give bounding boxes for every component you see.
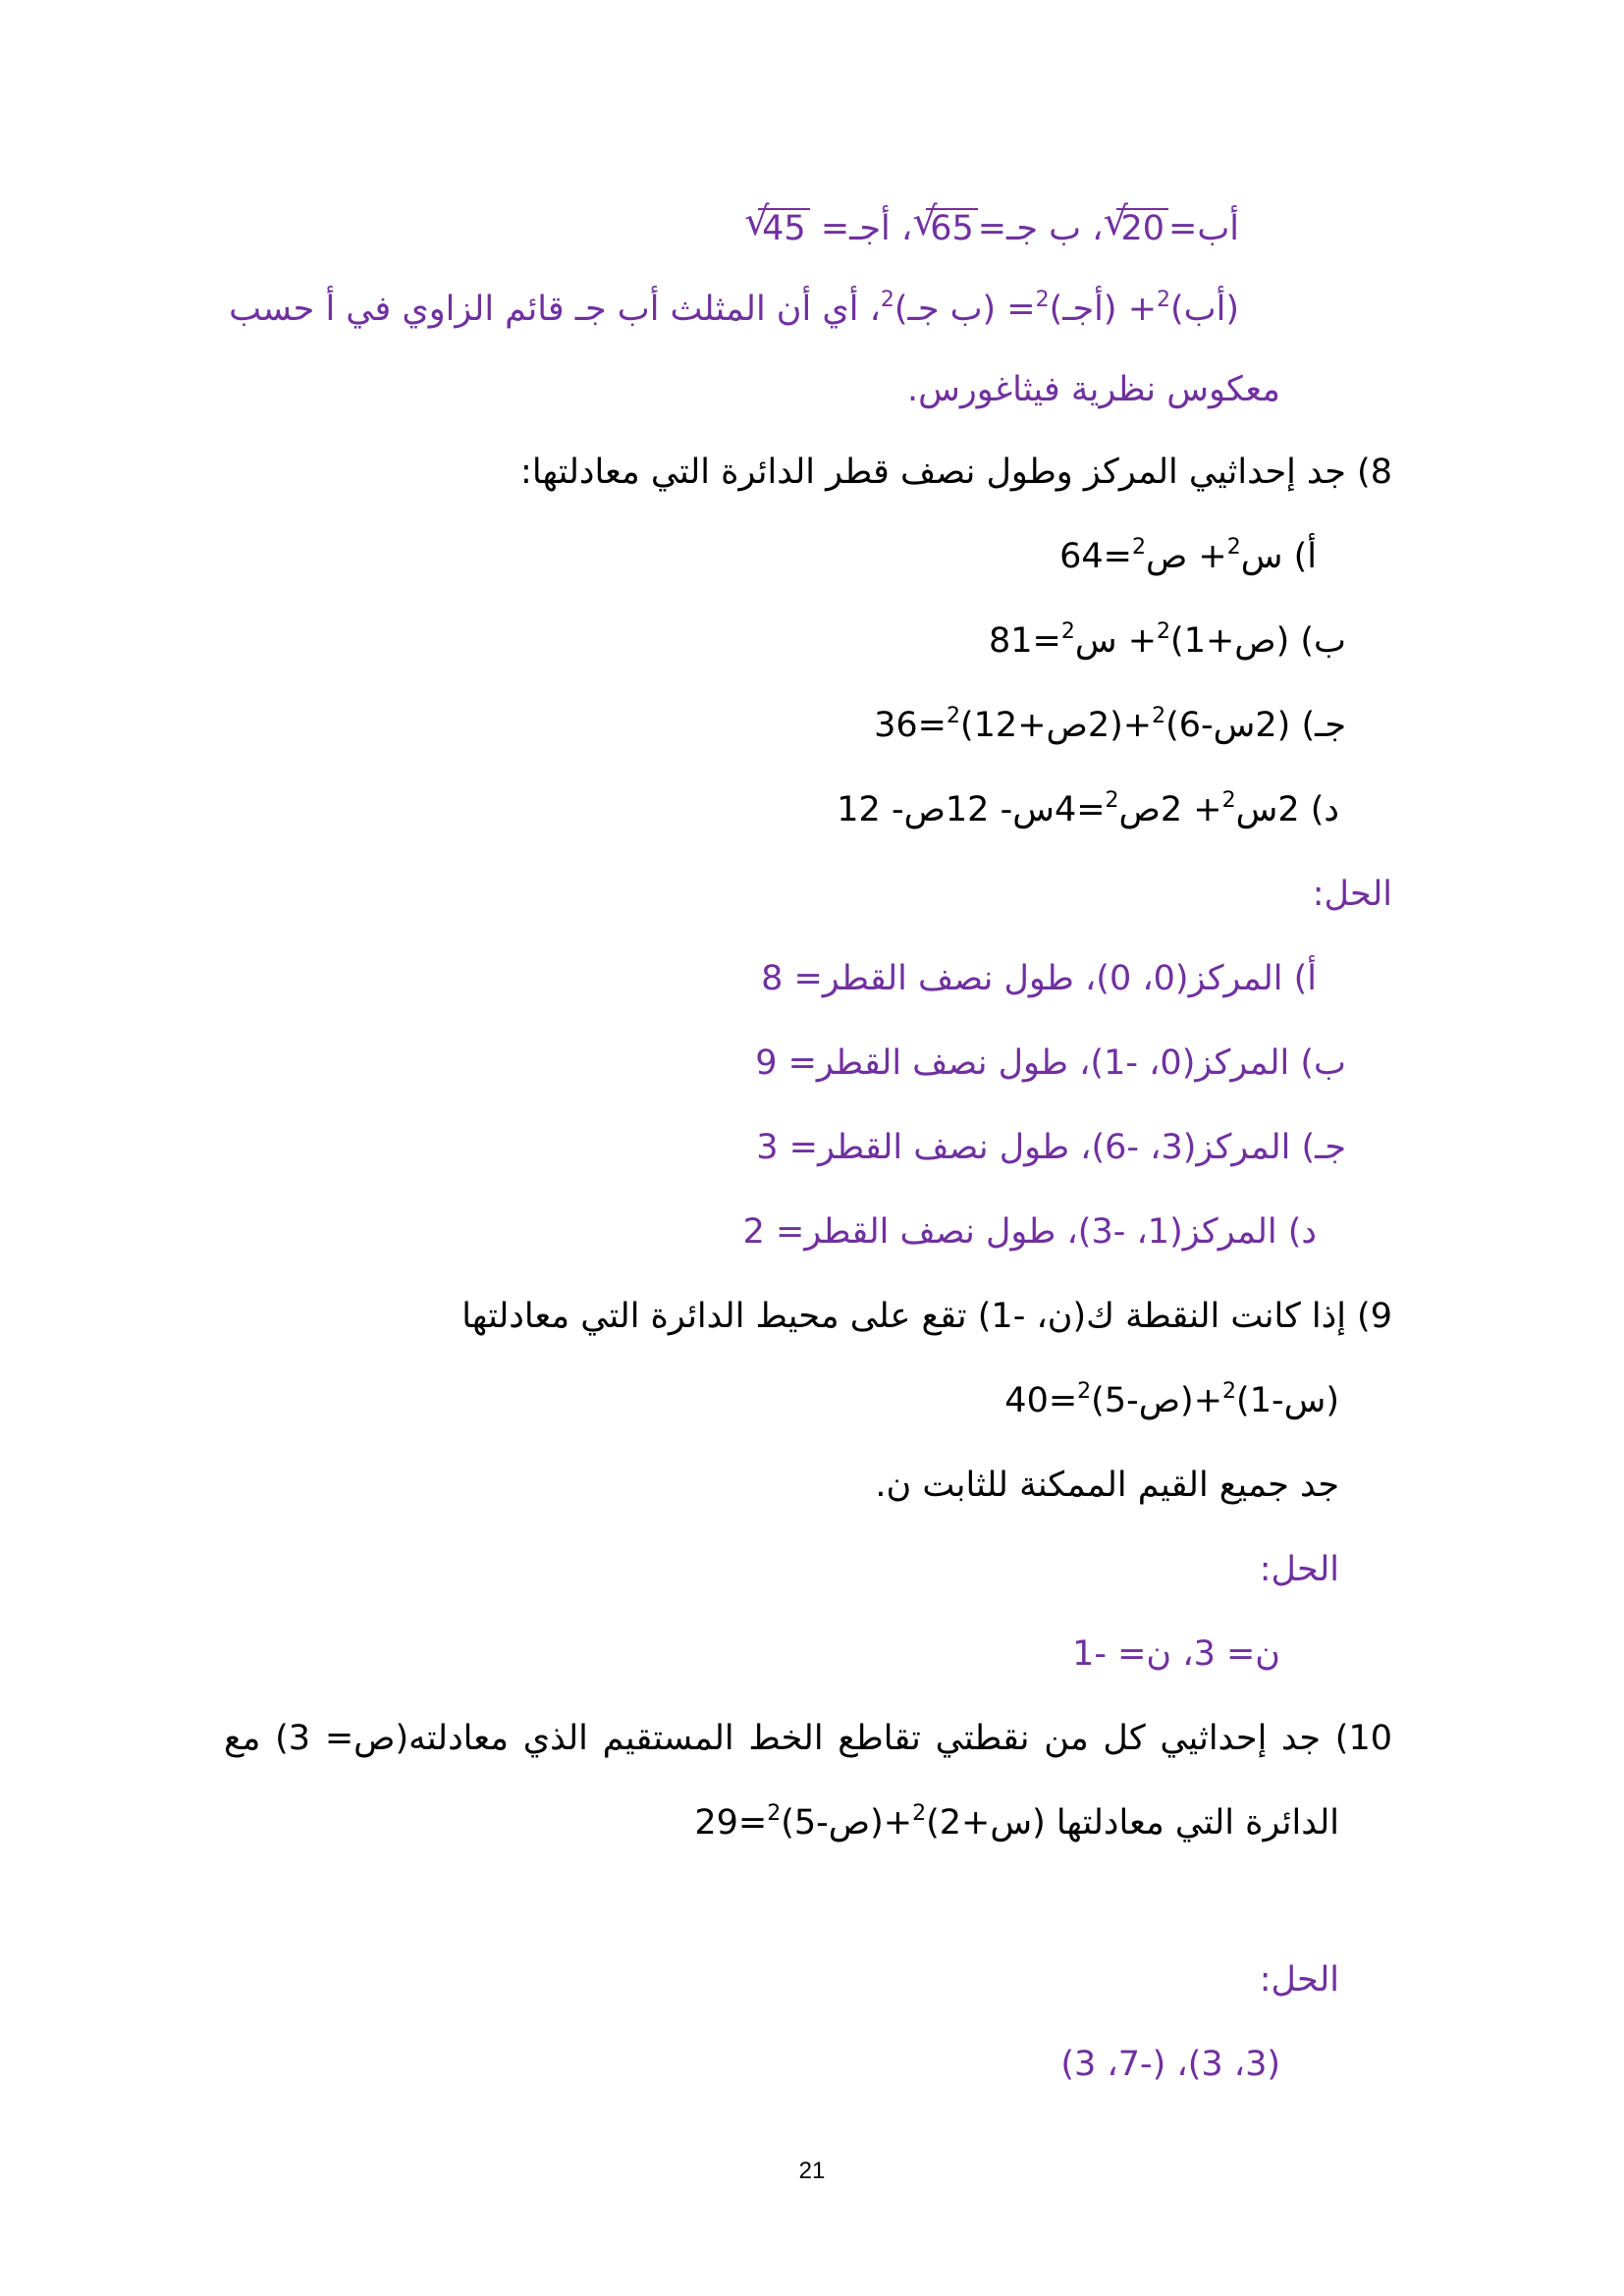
solution-label-9: الحل:: [1259, 1550, 1339, 1589]
solution-label-10: الحل:: [1259, 1960, 1339, 2000]
q8-solution-a: أ) المركز(0، 0)، طول نصف القطر= 8: [761, 959, 1317, 998]
q8-part-b: ب) (ص+1)$^2$+ س$^2$=81: [988, 619, 1346, 661]
q8-solution-b: ب) المركز(0، -1)، طول نصف القطر= 9: [755, 1043, 1346, 1083]
bc-label: ، ب جـ=: [977, 209, 1104, 248]
q9-equation: (س-1)$^2$+(ص-5)$^2$=40: [1004, 1379, 1339, 1420]
q9-solution: ن= 3، ن= -1: [1072, 1634, 1280, 1674]
question-10-line-2: الدائرة التي معادلتها (س+2)$^2$+(ص-5)$^2$=29: [694, 1801, 1339, 1842]
solution-label-8: الحل:: [1312, 875, 1392, 914]
q9-task: جد جميع القيم الممكنة للثابت ن.: [875, 1466, 1339, 1505]
pythagoras-line: (أب)$^2$+ (أجـ)$^2$= (ب جـ)$^2$، أي أن المثلث أب جـ قائم الزاوي في أ حسب: [229, 288, 1239, 329]
question-10-line-1: 10) جد إحداثيي كل من نقطتي تقاطع الخط المستقيم الذي معادلته(ص= 3) مع: [224, 1719, 1392, 1758]
pythagoras-conclusion: معكوس نظرية فيثاغورس.: [907, 370, 1280, 409]
q8-part-d: د) 2س$^2$+ 2ص$^2$=4س- 12ص- 12: [837, 788, 1339, 829]
sqrt-45: √ 45: [744, 208, 810, 246]
q8-part-c: جـ) (2س-6)$^2$+(2ص+12)$^2$=36: [874, 704, 1346, 745]
q8-solution-c: جـ) المركز(3، -6)، طول نصف القطر= 3: [756, 1128, 1346, 1167]
ac-label: ، أجـ=: [809, 209, 913, 248]
ab-label: أب=: [1168, 209, 1239, 248]
side-lengths-line: [744, 199, 1239, 248]
sqrt-20: √ 20: [1103, 208, 1168, 246]
question-9: 9) إذا كانت النقطة ك(ن، -1) تقع على محيط الدائرة التي معادلتها: [461, 1297, 1392, 1336]
page-number: 21: [798, 2158, 826, 2184]
q10-solution: (3، 3)، (-7، 3): [1060, 2045, 1280, 2084]
q8-solution-d: د) المركز(1، -3)، طول نصف القطر= 2: [742, 1212, 1317, 1252]
q8-part-a: أ) س$^2$+ ص$^2$=64: [1059, 535, 1317, 576]
question-8: 8) جد إحداثيي المركز وطول نصف قطر الدائرة التي معادلتها:: [520, 453, 1392, 492]
sqrt-65: √ 65: [912, 208, 978, 246]
